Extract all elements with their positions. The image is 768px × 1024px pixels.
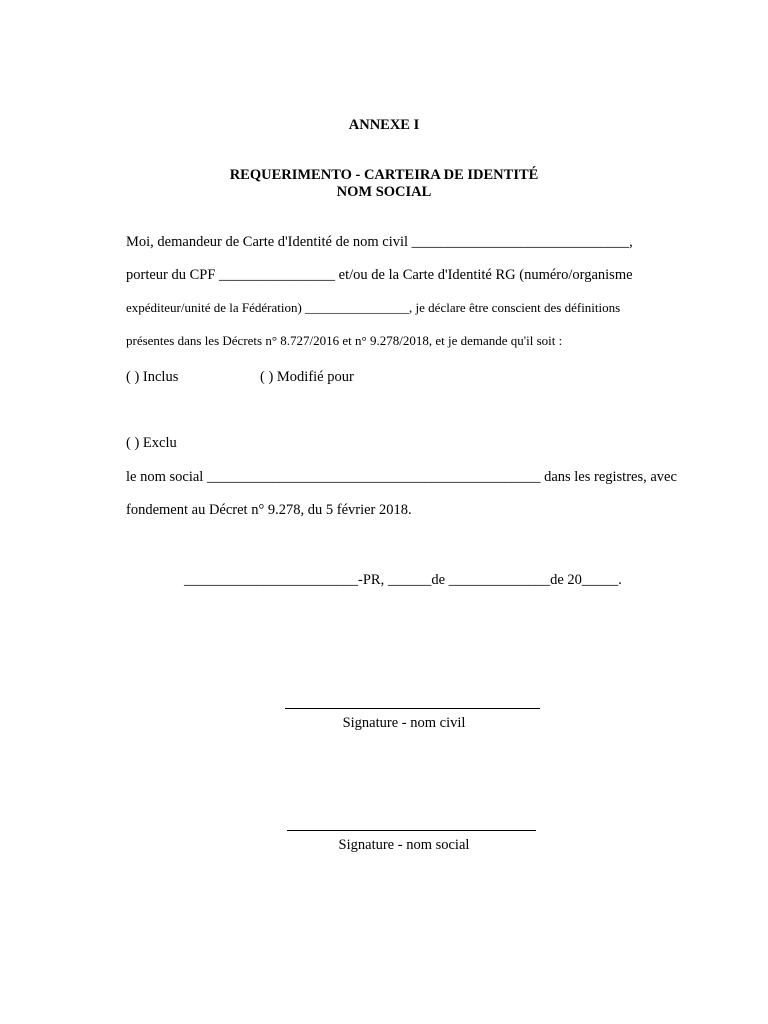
body-line-cpf: porteur du CPF ________________ et/ou de la Carte d'Identité RG (numéro/organisme — [126, 267, 633, 283]
option-excluded: ( ) Exclu — [126, 435, 177, 451]
place-date-line: ________________________-PR, ______de ______________de 20_____. — [184, 572, 622, 588]
document-title: REQUERIMENTO - CARTEIRA DE IDENTITÉ — [229, 167, 539, 183]
body-line-decrees: présentes dans les Décrets n° 8.727/2016 et n° 9.278/2018, et je demande qu'il soit : — [126, 333, 563, 348]
option-included: ( ) Inclus — [126, 369, 179, 385]
annex-heading: ANNEXE I — [348, 117, 420, 133]
body-line-social-name: le nom social ______________________________________________ dans les registres, avec — [126, 469, 677, 485]
signature-label-civil: Signature - nom civil — [342, 715, 466, 731]
signature-line-social — [287, 830, 536, 831]
document-subtitle: NOM SOCIAL — [336, 184, 432, 200]
signature-line-civil — [285, 708, 540, 709]
signature-label-social: Signature - nom social — [338, 837, 470, 853]
body-line-civil-name: Moi, demandeur de Carte d'Identité de nom civil ______________________________, — [126, 234, 633, 250]
body-line-decree-date: fondement au Décret n° 9.278, du 5 février 2018. — [126, 502, 412, 518]
option-modified: ( ) Modifié pour — [260, 369, 354, 385]
body-line-federation: expéditeur/unité de la Fédération) ________________, je déclare être conscient des définitions — [126, 300, 621, 315]
